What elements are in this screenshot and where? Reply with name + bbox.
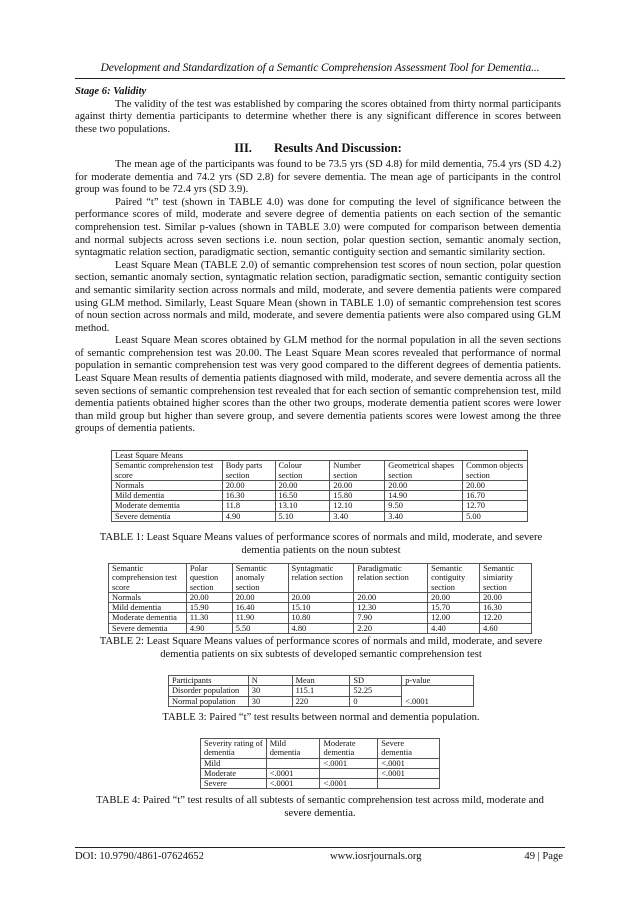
table-row <box>201 768 440 778</box>
table-cell: 115.1 <box>292 686 350 696</box>
table-header-row <box>169 676 474 686</box>
table-cell <box>266 758 320 768</box>
table-cell: 10.80 <box>288 613 354 623</box>
table-cell: 30 <box>248 686 292 696</box>
section-title: Results And Discussion: <box>273 141 402 156</box>
table-row <box>109 603 532 613</box>
table-cell: 9.50 <box>385 501 463 511</box>
table-header-cell: Semantic simiarity section <box>480 564 532 593</box>
table-row <box>112 480 528 490</box>
table-header-cell: Mild dementia <box>266 739 320 759</box>
table-header-row <box>201 739 440 759</box>
table-cell: Severe <box>201 779 267 789</box>
table-cell: 20.00 <box>480 592 532 602</box>
section-number: III. <box>234 141 252 156</box>
table-cell: Mild dementia <box>112 491 223 501</box>
table1-caption: TABLE 1: Least Square Means values of performance scores of normals and mild, moderate, and severe dementia patients on the noun subtest <box>99 532 543 556</box>
table-cell: 4.80 <box>288 623 354 633</box>
table-cell: <.0001 <box>320 779 378 789</box>
table-row <box>109 613 532 623</box>
table-cell: 0 <box>350 696 402 706</box>
table-cell: Disorder population <box>169 686 249 696</box>
table-cell: 12.00 <box>428 613 480 623</box>
table-cell: 16.50 <box>275 491 330 501</box>
table-cell: 16.30 <box>222 491 275 501</box>
table-header-cell: Severe dementia <box>378 739 440 759</box>
table-cell: 7.90 <box>354 613 428 623</box>
table-cell: 11.8 <box>222 501 275 511</box>
table-cell: Moderate dementia <box>112 501 223 511</box>
table1-least-square-means-noun <box>111 450 528 522</box>
table-cell: 15.90 <box>186 603 232 613</box>
table-cell: 52.25 <box>350 686 402 696</box>
table-cell: 16.70 <box>463 491 528 501</box>
table-cell: 20.00 <box>354 592 428 602</box>
table-cell: 20.00 <box>330 480 385 490</box>
running-title: Development and Standardization of a Semantic Comprehension Assessment Tool for Dementia... <box>100 62 540 74</box>
stage6-heading: Stage 6: Validity <box>75 86 147 97</box>
footer-site-link[interactable]: www.iosrjournals.org <box>330 851 422 862</box>
table-header-cell: Participants <box>169 676 249 686</box>
table4-severity-t-test <box>200 738 440 789</box>
footer-doi: DOI: 10.9790/4861-07624652 <box>75 851 204 862</box>
table-row <box>109 623 532 633</box>
table-cell: 20.00 <box>288 592 354 602</box>
table-cell: Normals <box>112 480 223 490</box>
table2-least-square-means-subtests <box>108 563 532 634</box>
table-header-cell: Moderate dementia <box>320 739 378 759</box>
table-cell: 20.00 <box>428 592 480 602</box>
table-cell: 14.90 <box>385 491 463 501</box>
article-body <box>75 86 561 436</box>
table-cell: Moderate <box>201 768 267 778</box>
table-row <box>112 501 528 511</box>
section-heading <box>75 142 561 155</box>
table-cell: Severe dementia <box>109 623 187 633</box>
table-header-cell: Common objects section <box>463 461 528 481</box>
table-header-cell: Semantic comprehension test score <box>112 461 223 481</box>
table-header-cell: Semantic anomaly section <box>232 564 288 593</box>
table-cell: 5.10 <box>275 511 330 521</box>
table1-title: Least Square Means <box>112 451 528 461</box>
table-row <box>201 779 440 789</box>
table-cell: <.0001 <box>378 758 440 768</box>
table-cell: 11.90 <box>232 613 288 623</box>
table-cell: 4.60 <box>480 623 532 633</box>
table-row <box>109 592 532 602</box>
table-header-cell: Geometrical shapes section <box>385 461 463 481</box>
table-header-row <box>109 564 532 593</box>
table-cell: 20.00 <box>385 480 463 490</box>
footer-page-number: 49 | Page <box>524 851 563 862</box>
table-cell: Normal population <box>169 696 249 706</box>
table3-paired-t-test <box>168 675 474 707</box>
table-cell: 3.40 <box>330 511 385 521</box>
table-header-cell: Body parts section <box>222 461 275 481</box>
table-row <box>112 511 528 521</box>
table-cell: Moderate dementia <box>109 613 187 623</box>
results-paragraph-1: The mean age of the participants was found to be 73.5 yrs (SD 4.8) for mild dementia, 75.4 yrs (SD 4.2) for moderate dementia and 74.2 yrs (SD 2.8) for severe dementia. The mean age of participants in the control group was found to be 72.4 yrs (SD 3.9). <box>75 158 561 196</box>
table-header-cell: Polar question section <box>186 564 232 593</box>
table-header-cell: Severity rating of dementia <box>201 739 267 759</box>
table-cell: 20.00 <box>275 480 330 490</box>
table-header-cell: Semantic contiguity section <box>428 564 480 593</box>
table-header-cell: Semantic comprehension test score <box>109 564 187 593</box>
table-cell: 20.00 <box>232 592 288 602</box>
table-cell: <.0001 <box>266 768 320 778</box>
table-cell: 3.40 <box>385 511 463 521</box>
table-cell: <.0001 <box>320 758 378 768</box>
table-cell: Severe dementia <box>112 511 223 521</box>
table-cell: 2.20 <box>354 623 428 633</box>
stage6-paragraph: The validity of the test was established by comparing the scores obtained from thirty normal participants against thirty dementia participants to determine whether there is any significant difference in scores between these two populations. <box>75 98 561 135</box>
table-cell: 20.00 <box>222 480 275 490</box>
table-cell: 4.90 <box>186 623 232 633</box>
table-cell: <.0001 <box>378 768 440 778</box>
table-cell: 12.70 <box>463 501 528 511</box>
results-paragraph-3: Least Square Mean (TABLE 2.0) of semantic comprehension test scores of noun section, polar question section, semantic anomaly section, syntagmatic relation section, paradigmatic section, semantic contiguity section and semantic similarity section across normals and mild, moderate, and severe dementia patients were compared using GLM method. Similarly, Least Square Mean (shown in TABLE 1.0) of semantic comprehension test scores of noun section across normals and mild, moderate, and severe dementia patients were also compared using GLM method. <box>75 259 561 334</box>
table-header-cell: Syntagmatic relation section <box>288 564 354 593</box>
table-cell: 15.70 <box>428 603 480 613</box>
table-cell <box>378 779 440 789</box>
table-cell: 16.40 <box>232 603 288 613</box>
table-row <box>201 758 440 768</box>
table-cell: 220 <box>292 696 350 706</box>
table3-caption: TABLE 3: Paired “t” test results between normal and dementia population. <box>162 712 480 723</box>
table-cell: 11.30 <box>186 613 232 623</box>
table-cell: 16.30 <box>480 603 532 613</box>
table-row <box>169 686 474 696</box>
table-cell: 20.00 <box>186 592 232 602</box>
table-cell: Mild <box>201 758 267 768</box>
table-cell: 15.10 <box>288 603 354 613</box>
table-cell: Normals <box>109 592 187 602</box>
table-cell: 15.80 <box>330 491 385 501</box>
table-header-row <box>112 461 528 481</box>
table-header-cell: N <box>248 676 292 686</box>
table-cell: 4.90 <box>222 511 275 521</box>
table-cell: 20.00 <box>463 480 528 490</box>
results-paragraph-2: Paired “t” test (shown in TABLE 4.0) was done for computing the level of significance between the performance scores of mild, moderate and severe degree of dementia patients on each section of the semantic comprehension test. Similar p-values (shown in TABLE 3.0) were computed for comparison between dementia and normal subjects across seven sections i.e. noun section, polar question section, semantic anomaly section, syntagmatic relation section, paradigmatic section, semantic contiguity section and semantic similarity section. <box>75 196 561 259</box>
table-cell: 12.20 <box>480 613 532 623</box>
footer-divider <box>75 847 565 848</box>
table4-caption: TABLE 4: Paired “t” test results of all subtests of semantic comprehension test across mild, moderate and severe dementia. <box>96 795 544 819</box>
table-cell: 4.40 <box>428 623 480 633</box>
table-header-cell: Number section <box>330 461 385 481</box>
table-cell: Mild dementia <box>109 603 187 613</box>
table-header-cell: SD <box>350 676 402 686</box>
header-divider <box>75 78 565 79</box>
table-cell: 5.50 <box>232 623 288 633</box>
table-cell: <.0001 <box>266 779 320 789</box>
table2-caption: TABLE 2: Least Square Means values of performance scores of normals and mild, moderate, and severe dementia patients on six subtests of developed semantic comprehension test <box>99 636 543 660</box>
table-header-cell: Mean <box>292 676 350 686</box>
table-cell: 12.30 <box>354 603 428 613</box>
table-cell: 12.10 <box>330 501 385 511</box>
p-value-cell: <.0001 <box>402 686 474 707</box>
table-header-cell: Colour section <box>275 461 330 481</box>
table-header-cell: Paradigmatic relation section <box>354 564 428 593</box>
table-cell: 30 <box>248 696 292 706</box>
table-cell: 13.10 <box>275 501 330 511</box>
results-paragraph-4: Least Square Mean scores obtained by GLM method for the normal population in all the seven sections of semantic comprehension test was 20.00. The Least Square Mean scores revealed that performance of normal population in semantic comprehension test was very good compared to the different degrees of dementia patients. Least Square Mean results of dementia patients diagnosed with mild, moderate, and severe dementia across all the seven sections of semantic comprehension test revealed that for each section of semantic comprehension test, mild dementia patients obtained higher scores than the other two groups, moderate dementia patient scores were lower than mild group but higher than severe group, and severe dementia patients scores were lowest among the three groups of dementia patients. <box>75 335 561 435</box>
table-row <box>112 491 528 501</box>
table-header-cell: p-value <box>402 676 474 686</box>
table-cell <box>320 768 378 778</box>
table-cell: 5.00 <box>463 511 528 521</box>
